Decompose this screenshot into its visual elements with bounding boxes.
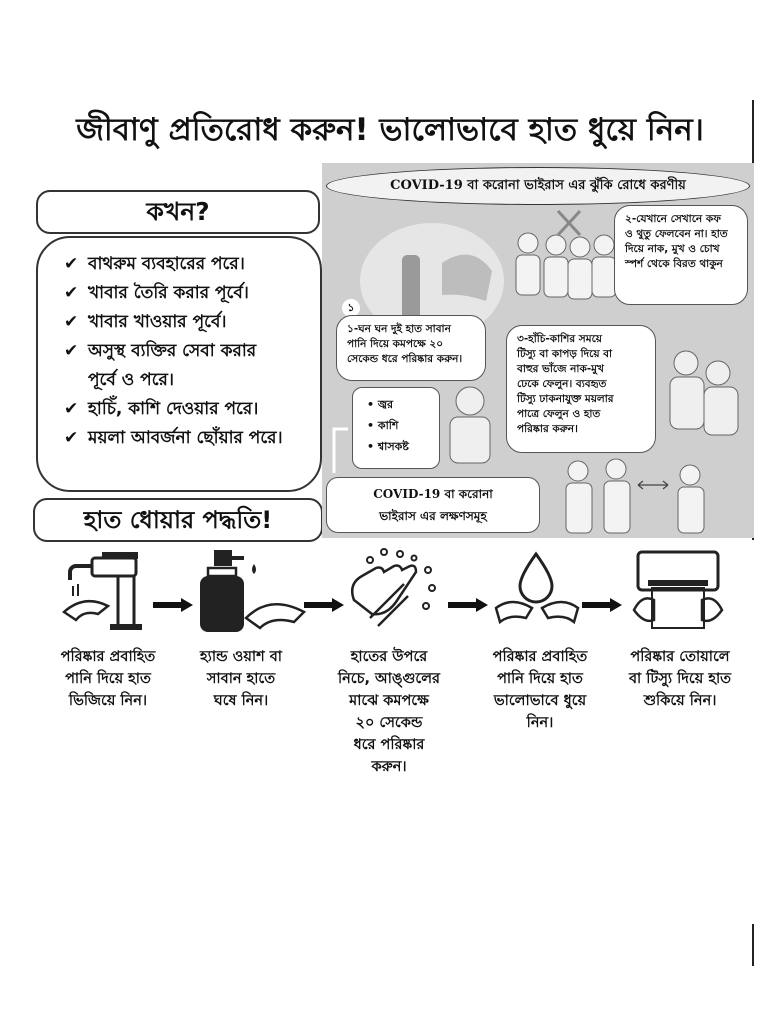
check-icon: ✔ xyxy=(64,341,79,361)
when-heading-box xyxy=(36,190,320,234)
right-arrow-icon xyxy=(304,598,344,612)
check-icon: ✔ xyxy=(64,428,79,448)
tip-bubble-1: ১-ঘন ঘন দুই হাত সাবান পানি দিয়ে কমপক্ষে ২০ সেকেন্ড ধরে পরিষ্কার করুন। xyxy=(336,315,486,381)
check-icon: ✔ xyxy=(64,312,79,332)
covid-info-panel xyxy=(322,163,754,538)
water-drop-hands-icon xyxy=(494,548,580,632)
people-group-icon xyxy=(516,233,616,299)
step-2-caption: হ্যান্ড ওয়াশ বা সাবান হাতে ঘষে নিন। xyxy=(200,649,282,709)
check-icon: ✔ xyxy=(64,254,79,274)
step-number-badge: ১ xyxy=(342,299,360,317)
checklist-item: ✔ অসুস্থ ব্যক্তির সেবা করার পূর্বে ও পরে। xyxy=(64,337,314,395)
scrubbing-hands-icon xyxy=(344,548,440,638)
right-arrow-icon xyxy=(153,598,193,612)
step-4-caption: পরিষ্কার প্রবাহিত পানি দিয়ে হাত ভালোভাবে ধুয়ে নিন। xyxy=(492,649,588,731)
towel-dispenser-icon xyxy=(632,548,724,634)
coughing-person-icon xyxy=(450,387,490,463)
when-checklist xyxy=(36,236,322,492)
faucet-hands-icon xyxy=(62,548,154,632)
checklist-item: ✔ খাবার খাওয়ার পূর্বে। xyxy=(64,308,314,337)
sanitizer-bottle-icon xyxy=(402,255,420,321)
step-3-caption: হাতের উপরে নিচে, আঙ্গুলের মাঝে কমপক্ষে ২০ সেকেন্ড ধরে পরিষ্কার করুন। xyxy=(337,649,441,775)
bottom-border-line xyxy=(752,924,754,966)
symptom-item: • শ্বাসকষ্ট xyxy=(367,440,409,453)
symptom-label: COVID-19 বা করোনা ভাইরাস এর লক্ষণসমূহ xyxy=(326,477,540,533)
checklist-item: ✔ খাবার তৈরি করার পূর্বে। xyxy=(64,279,314,308)
checklist-item: ✔ হাচিঁ, কাশি দেওয়ার পরে। xyxy=(64,395,314,424)
checklist-item: ✔ বাথরুম ব্যবহারের পরে। xyxy=(64,250,314,279)
step-5-caption: পরিষ্কার তোয়ালে বা টিস্যু দিয়ে হাত শুকিয়ে নিন। xyxy=(628,649,732,709)
tip-bubble-3: ৩-হাঁচি-কাশির সময়ে টিস্যু বা কাপড় দিয়ে বা বাহুর ভাঁজে নাক-মুখ ঢেকে ফেলুন। ব্যবহৃত টিস্যু ঢাকনাযুক্ত ময়লার পাত্রে ফেলুন ও হাত পরিষ্কার করুন। xyxy=(506,325,656,453)
symptom-item: • জ্বর xyxy=(367,398,394,411)
symptom-item: • কাশি xyxy=(367,419,399,432)
check-icon: ✔ xyxy=(64,399,79,419)
when-heading: কখন? xyxy=(146,197,210,226)
check-icon: ✔ xyxy=(64,283,79,303)
checklist-item: ✔ ময়লা আবর্জনা ছোঁয়ার পরে। xyxy=(64,424,314,453)
covid-header: COVID-19 বা করোনা ভাইরাস এর ঝুঁকি রোধে করণীয় xyxy=(326,167,750,205)
symptom-list xyxy=(352,387,440,469)
method-heading: হাত ধোয়ার পদ্ধতি! xyxy=(83,506,273,534)
method-heading-box xyxy=(33,498,323,542)
right-arrow-icon xyxy=(448,598,488,612)
soap-dispenser-icon xyxy=(196,548,308,634)
tip-bubble-2: ২-যেখানে সেখানে কফ ও থুতু ফেলবেন না। হাত দিয়ে নাক, মুখ ও চোখ স্পর্শ থেকে বিরত থাকুন xyxy=(614,205,748,305)
right-arrow-icon xyxy=(582,598,622,612)
page-title: জীবাণু প্রতিরোধ করুন! ভালোভাবে হাত ধুয়ে নিন। xyxy=(76,112,704,148)
step-1-caption: পরিষ্কার প্রবাহিত পানি দিয়ে হাত ভিজিয়ে নিন। xyxy=(60,649,156,709)
